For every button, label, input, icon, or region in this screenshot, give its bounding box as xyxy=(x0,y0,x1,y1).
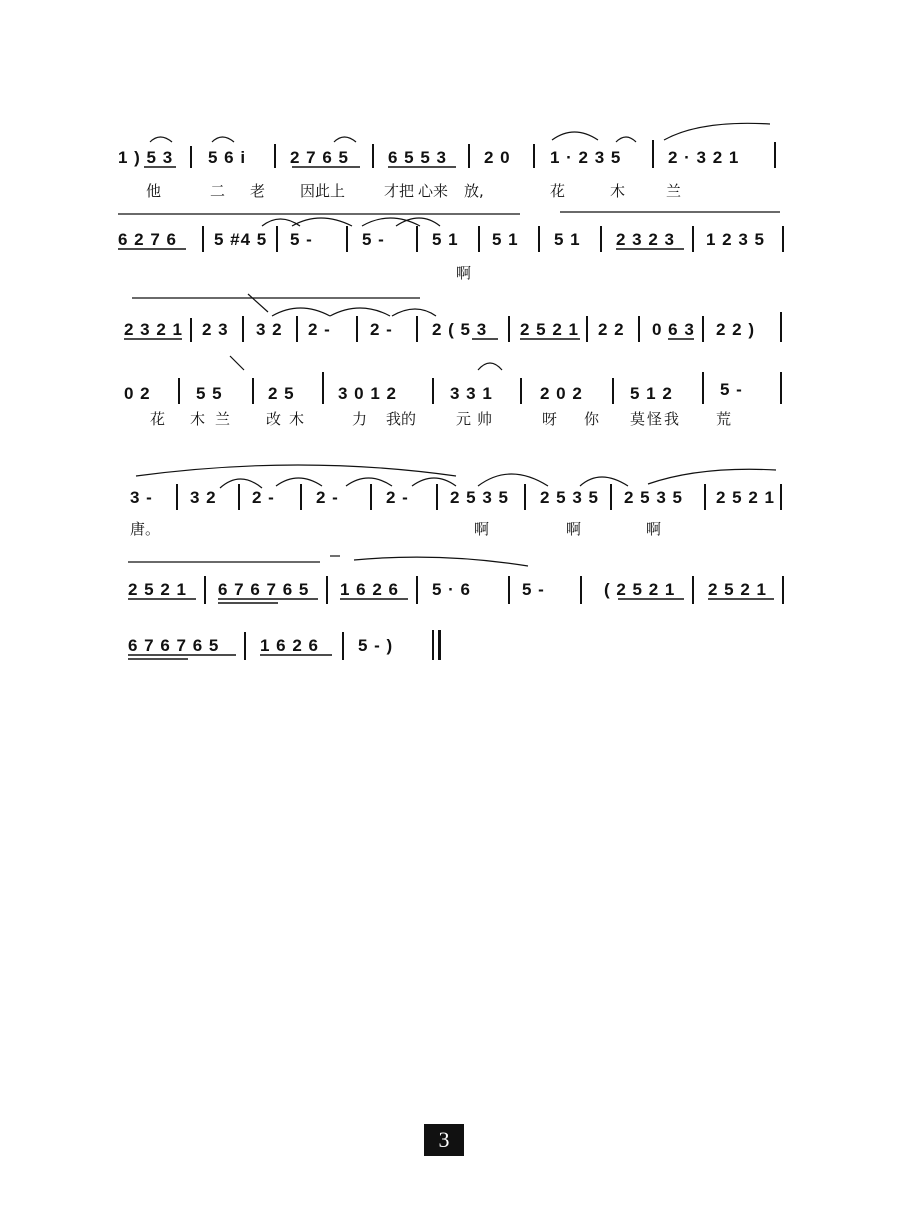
lyric: 老 xyxy=(250,182,266,200)
lyric: 呀 xyxy=(542,410,558,428)
measure: 2 5 3 5 xyxy=(624,488,683,507)
measure: 3 0 1 2 xyxy=(338,384,397,403)
measure: 5 1 xyxy=(554,230,581,249)
measure: 0 6 3 xyxy=(652,320,695,339)
lyric: 木 xyxy=(610,182,626,200)
measure: 2 0 xyxy=(484,148,511,167)
measure: 1 2 3 5 xyxy=(706,230,765,249)
lyric: 他 xyxy=(146,182,162,200)
measure: 0 2 xyxy=(124,384,151,403)
measure: 5 1 xyxy=(492,230,519,249)
measure: 2 3 2 3 xyxy=(616,230,675,249)
measure: 2 0 2 xyxy=(540,384,583,403)
lyric: 因此上 xyxy=(300,182,346,200)
measure: 5 - ) xyxy=(358,636,394,655)
measure: 2 3 xyxy=(202,320,229,339)
measure: 6 2 7 6 xyxy=(118,230,177,249)
measure: 6 5 5 3 xyxy=(388,148,447,167)
measure: 2 - xyxy=(370,320,393,339)
measure: 2 - xyxy=(386,488,409,507)
measure: 2 · 3 2 1 xyxy=(668,148,740,167)
lyric: 改木 xyxy=(266,410,313,428)
measure: 2 5 2 1 xyxy=(520,320,579,339)
lyric: 兰 xyxy=(666,182,682,200)
lyric: 花 xyxy=(550,182,566,200)
measure: 1 · 2 3 5 xyxy=(550,148,622,167)
measure: 2 3 2 1 xyxy=(124,320,183,339)
lyric: 心来 xyxy=(418,182,449,200)
measure: ( 2 5 2 1 xyxy=(604,580,676,599)
measure: 2 5 3 5 xyxy=(450,488,509,507)
measure: 1 ) 5 3 xyxy=(118,148,174,167)
measure: 2 ( 5 3 xyxy=(432,320,488,339)
measure: 1 6 2 6 xyxy=(340,580,399,599)
measure: 6 7 6 7 6 5 xyxy=(128,636,220,655)
measure: 2 - xyxy=(252,488,275,507)
lyric: 我的 xyxy=(386,410,417,428)
measure: 2 5 2 1 xyxy=(716,488,775,507)
lyric: 唐。 xyxy=(130,520,161,538)
lyric: 力 xyxy=(352,410,368,428)
measure: 5 1 xyxy=(432,230,459,249)
measure: 5 - xyxy=(362,230,385,249)
lyric: 放, xyxy=(464,182,484,200)
lyric: 元帅 xyxy=(456,410,499,428)
measure: 5 - xyxy=(522,580,545,599)
measure: 2 2 xyxy=(598,320,625,339)
lyric: 啊 xyxy=(566,520,582,538)
measure: 1 6 2 6 xyxy=(260,636,319,655)
measure: 3 2 xyxy=(256,320,283,339)
lyric: 啊 xyxy=(646,520,662,538)
lyric: 啊 xyxy=(474,520,490,538)
measure: 5 · 6 xyxy=(432,580,472,599)
measure: 2 2 ) xyxy=(716,320,756,339)
measure: 2 7 6 5 xyxy=(290,148,349,167)
measure: 2 - xyxy=(316,488,339,507)
lyric: 木兰 xyxy=(190,410,241,428)
measure: 2 5 2 1 xyxy=(128,580,187,599)
measure: 3 3 1 xyxy=(450,384,493,403)
measure: 5 - xyxy=(720,380,743,399)
measure: 5 1 2 xyxy=(630,384,673,403)
measure: 5 #4 5 xyxy=(214,230,268,249)
lyric: 花 xyxy=(150,410,166,428)
lyric: 才把 xyxy=(384,182,415,200)
page-number: 3 xyxy=(424,1124,464,1156)
lyric: 二 xyxy=(210,182,226,200)
measure: 2 - xyxy=(308,320,331,339)
measure: 5 - xyxy=(290,230,313,249)
measure: 2 5 xyxy=(268,384,295,403)
lyric: 你 xyxy=(584,410,600,428)
measure: 2 5 3 5 xyxy=(540,488,599,507)
measure: 3 2 xyxy=(190,488,217,507)
measure: 5 6 i xyxy=(208,148,247,167)
measure: 6 7 6 7 6 5 xyxy=(218,580,310,599)
lyric: 莫怪我 xyxy=(630,410,682,428)
measure: 5 5 xyxy=(196,384,223,403)
lyric: 荒 xyxy=(716,410,732,428)
measure: 3 - xyxy=(130,488,153,507)
measure: 2 5 2 1 xyxy=(708,580,767,599)
lyric: 啊 xyxy=(456,264,472,282)
